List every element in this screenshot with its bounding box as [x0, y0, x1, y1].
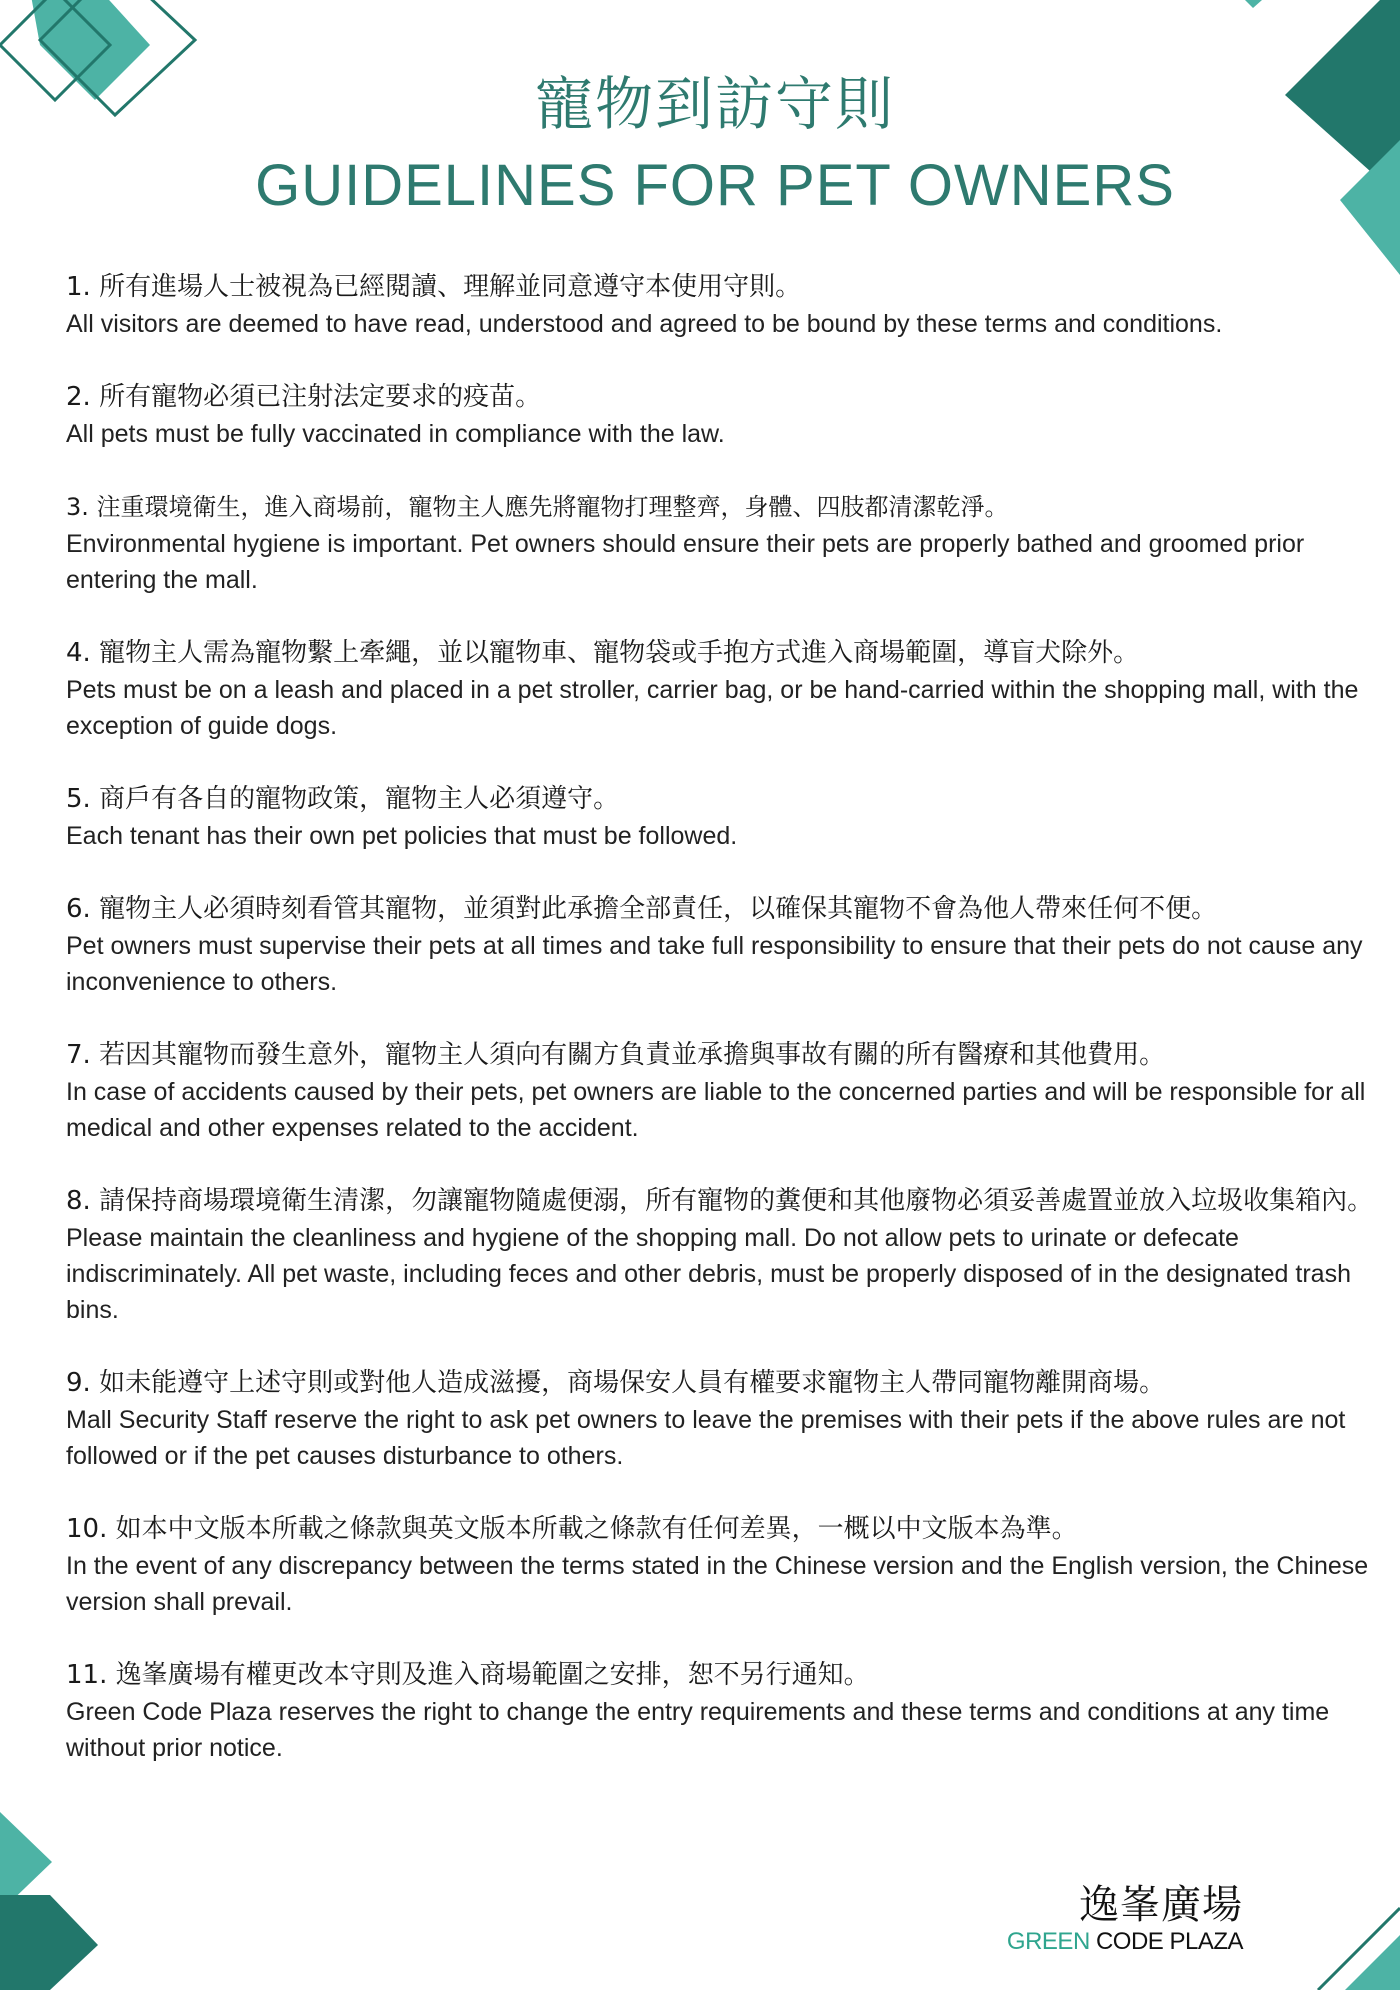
- bottom-right-lines: [1318, 1908, 1400, 1990]
- rule-text-chinese: 3. 注重環境衛生，進入商場前，寵物主人應先將寵物打理整齊，身體、四肢都清潔乾淨。: [66, 493, 1009, 521]
- rule-text-english: Pets must be on a leash and placed in a pet stroller, carrier bag, or be hand-carried within the shopping mall, with the exception of guide dogs.: [66, 676, 1359, 740]
- logo-word-green: GREEN: [1006, 1928, 1090, 1955]
- rule-text-english: Environmental hygiene is important. Pet owners should ensure their pets are properly bathed and groomed prior entering the mall.: [66, 530, 1305, 594]
- rule-item-1: [66, 268, 1376, 342]
- rule-item-9: [66, 1364, 1376, 1474]
- rule-text-english: Pet owners must supervise their pets at all times and take full responsibility to ensure that their pets do not cause any inconvenience to others.: [66, 932, 1363, 996]
- rule-text-english: Green Code Plaza reserves the right to change the entry requirements and these terms and conditions at any time without prior notice.: [66, 1698, 1330, 1762]
- rule-item-2: [66, 378, 1376, 452]
- rule-text-chinese: 8. 請保持商場環境衛生清潔，勿讓寵物隨處便溺，所有寵物的糞便和其他廢物必須妥善處置並放入垃圾收集箱內。: [66, 1186, 1374, 1216]
- rule-item-7: [66, 1036, 1376, 1146]
- rule-text-english: All visitors are deemed to have read, understood and agreed to be bound by these terms and conditions.: [66, 310, 1223, 338]
- rule-text-english: In case of accidents caused by their pets, pet owners are liable to the concerned parties and will be responsible for all medical and other expenses related to the accident.: [66, 1078, 1366, 1142]
- rule-item-6: [66, 890, 1376, 1000]
- rule-text-chinese: 4. 寵物主人需為寵物繫上牽繩，並以寵物車、寵物袋或手抱方式進入商場範圍，導盲犬除外。: [66, 638, 1140, 668]
- rule-text-chinese: 10. 如本中文版本所載之條款與英文版本所載之條款有任何差異，一概以中文版本為準。: [66, 1514, 1078, 1544]
- rule-text-chinese: 11. 逸峯廣場有權更改本守則及進入商場範圍之安排，恕不另行通知。: [66, 1660, 870, 1690]
- rule-item-5: [66, 780, 1376, 854]
- rule-text-english: In the event of any discrepancy between the terms stated in the Chinese version and the English version, the Chinese version shall prevail.: [66, 1552, 1369, 1616]
- rule-text-english: All pets must be fully vaccinated in compliance with the law.: [66, 420, 725, 448]
- rule-text-chinese: 7. 若因其寵物而發生意外，寵物主人須向有關方負責並承擔與事故有關的所有醫療和其他費用。: [66, 1040, 1166, 1070]
- rule-item-11: [66, 1656, 1376, 1766]
- rule-text-chinese: 2. 所有寵物必須已注射法定要求的疫苗。: [66, 382, 542, 412]
- page-title-english: GUIDELINES FOR PET OWNERS: [255, 153, 1175, 218]
- rule-text-english: Each tenant has their own pet policies that must be followed.: [66, 822, 738, 850]
- rule-item-3: [66, 488, 1376, 598]
- bottom-left-diamonds: [0, 1812, 98, 1990]
- rules-list: [66, 268, 1376, 1802]
- logo-name-chinese: 逸峯廣場: [1079, 1882, 1243, 1928]
- logo-word-code-plaza: CODE PLAZA: [1089, 1928, 1243, 1955]
- rule-text-chinese: 9. 如未能遵守上述守則或對他人造成滋擾，商場保安人員有權要求寵物主人帶同寵物離開商場。: [66, 1368, 1166, 1398]
- rule-text-chinese: 5. 商戶有各自的寵物政策，寵物主人必須遵守。: [66, 784, 620, 814]
- rule-item-10: [66, 1510, 1376, 1620]
- green-code-plaza-logo: [1007, 1882, 1243, 1956]
- rule-text-english: Please maintain the cleanliness and hygiene of the shopping mall. Do not allow pets to urinate or defecate indiscriminately. All pet waste, including feces and other debris, must be properly disposed of in the designated trash bins.: [66, 1224, 1351, 1324]
- rule-text-chinese: 6. 寵物主人必須時刻看管其寵物，並須對此承擔全部責任，以確保其寵物不會為他人帶來任何不便。: [66, 894, 1218, 924]
- rule-text-english: Mall Security Staff reserve the right to ask pet owners to leave the premises with their pets if the above rules are not followed or if the pet causes disturbance to others.: [66, 1406, 1346, 1470]
- rule-item-8: [66, 1182, 1376, 1328]
- rule-item-4: [66, 634, 1376, 744]
- page-title-chinese: 寵物到訪守則: [534, 70, 895, 138]
- logo-name-english: [1007, 1928, 1243, 1956]
- rule-text-chinese: 1. 所有進場人士被視為已經閱讀、理解並同意遵守本使用守則。: [66, 272, 802, 302]
